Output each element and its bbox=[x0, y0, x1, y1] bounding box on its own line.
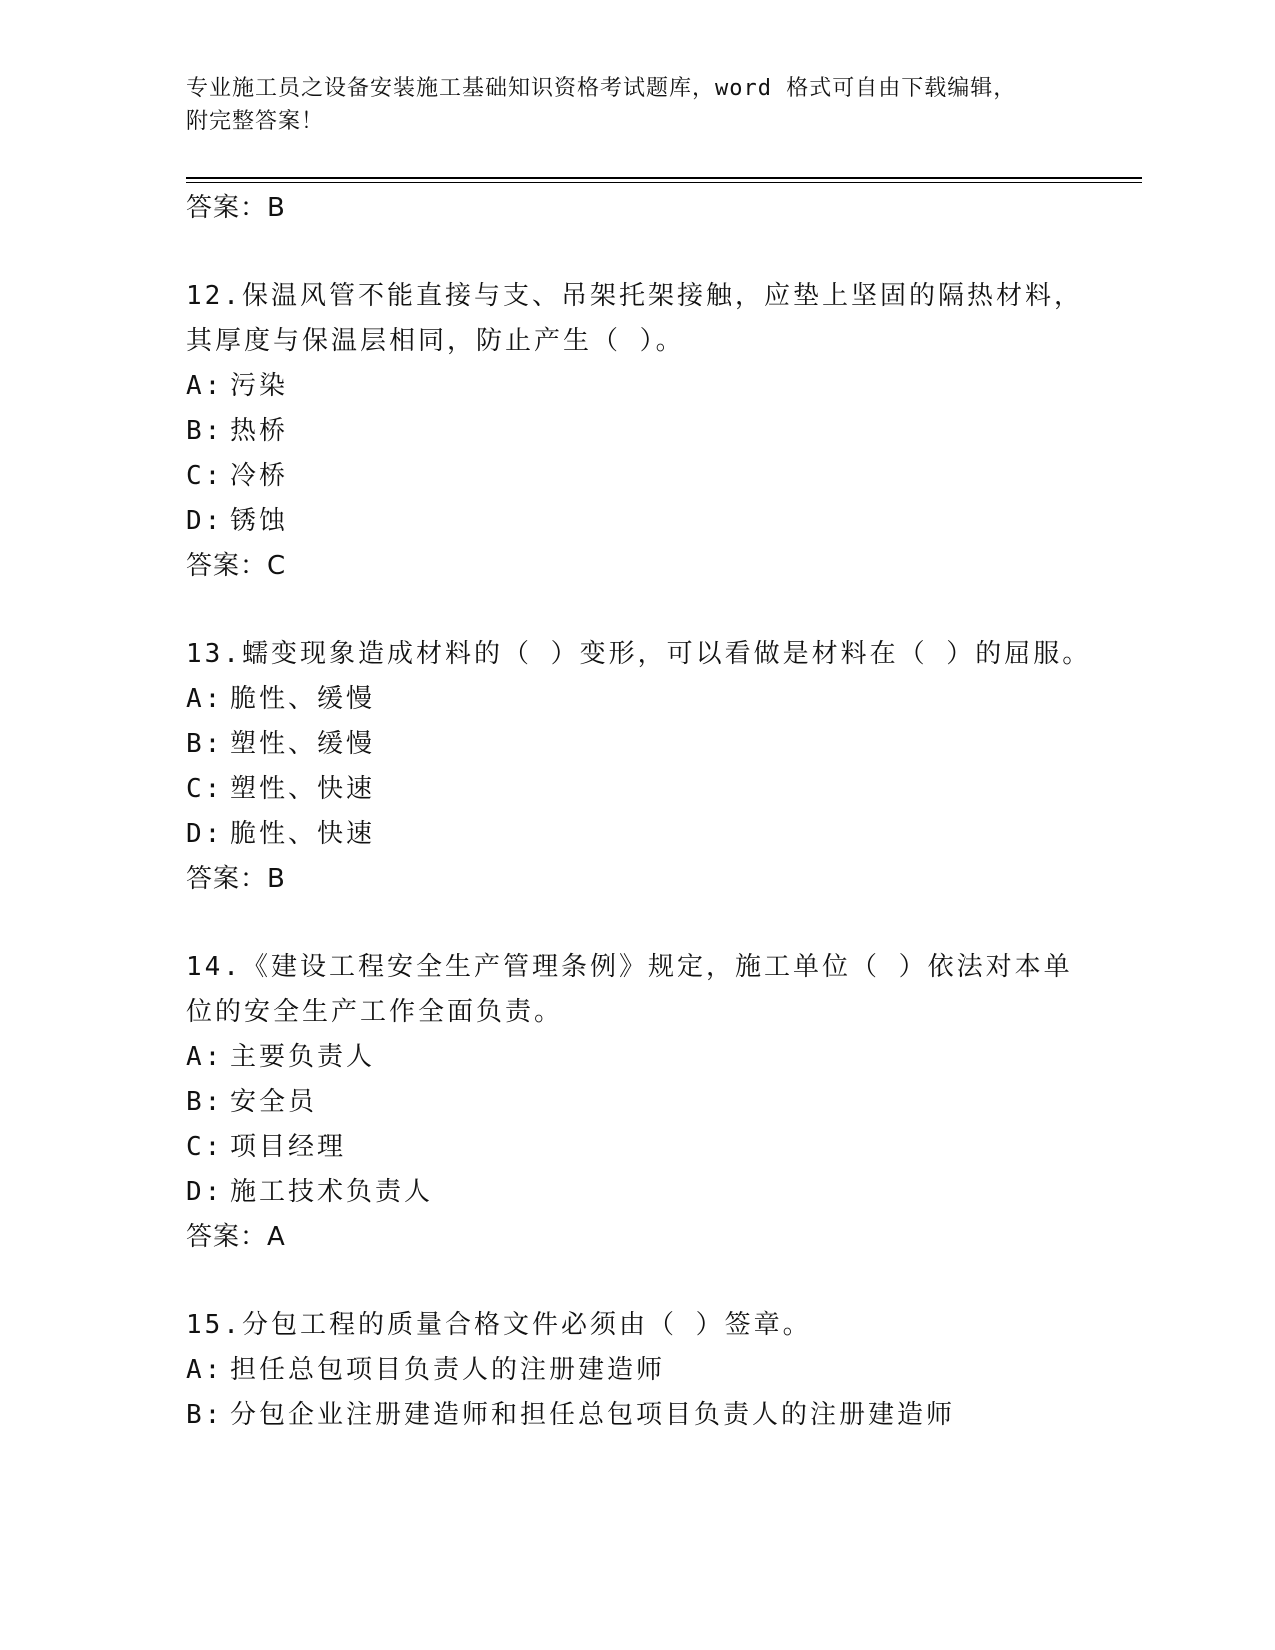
option-c bbox=[186, 767, 1086, 812]
question-text-line: 12.保温风管不能直接与支、吊架托架接触，应垫上坚固的隔热材料， bbox=[186, 281, 1083, 311]
option-letter: C: bbox=[186, 774, 224, 804]
option-letter: A: bbox=[186, 1042, 224, 1072]
option-letter: D: bbox=[186, 506, 224, 536]
header-rule-thick bbox=[186, 177, 1142, 179]
option-letter: B: bbox=[186, 1400, 224, 1430]
option-text: 冷桥 bbox=[230, 461, 289, 491]
option-letter: B: bbox=[186, 1087, 224, 1117]
question-text-line: 其厚度与保温层相同，防止产生（ ）。 bbox=[186, 326, 685, 356]
option-a bbox=[186, 1348, 1086, 1393]
option-b bbox=[186, 1080, 1086, 1125]
answer-line: 答案：B bbox=[186, 864, 286, 894]
option-text: 施工技术负责人 bbox=[230, 1177, 434, 1207]
header-line-1: 专业施工员之设备安装施工基础知识资格考试题库，word 格式可自由下载编辑， bbox=[186, 76, 1017, 101]
option-letter: B: bbox=[186, 416, 224, 446]
document-header bbox=[186, 72, 1086, 138]
question-15 bbox=[186, 1303, 1086, 1438]
option-letter: A: bbox=[186, 371, 224, 401]
option-d bbox=[186, 499, 1086, 544]
question-text-line: 位的安全生产工作全面负责。 bbox=[186, 997, 564, 1027]
option-d bbox=[186, 1170, 1086, 1215]
option-a bbox=[186, 364, 1086, 409]
option-d bbox=[186, 812, 1086, 857]
question-12 bbox=[186, 274, 1086, 589]
option-letter: D: bbox=[186, 1177, 224, 1207]
header-rule-thin bbox=[186, 182, 1142, 183]
option-letter: A: bbox=[186, 1355, 224, 1385]
option-text: 污染 bbox=[230, 371, 289, 401]
option-letter: C: bbox=[186, 461, 224, 491]
spacer bbox=[186, 589, 1086, 632]
option-b bbox=[186, 409, 1086, 454]
option-a bbox=[186, 677, 1086, 722]
header-line-2: 附完整答案！ bbox=[186, 109, 325, 134]
option-text: 主要负责人 bbox=[230, 1042, 376, 1072]
option-text: 担任总包项目负责人的注册建造师 bbox=[230, 1355, 666, 1385]
option-letter: D: bbox=[186, 819, 224, 849]
spacer bbox=[186, 231, 1086, 274]
option-letter: B: bbox=[186, 729, 224, 759]
spacer bbox=[186, 902, 1086, 945]
spacer bbox=[186, 1260, 1086, 1303]
option-text: 锈蚀 bbox=[230, 506, 289, 536]
question-text-line: 14.《建设工程安全生产管理条例》规定，施工单位（ ）依法对本单 bbox=[186, 952, 1073, 982]
option-a bbox=[186, 1035, 1086, 1080]
option-b bbox=[186, 1393, 1086, 1438]
option-text: 脆性、缓慢 bbox=[230, 684, 376, 714]
question-list bbox=[186, 186, 1092, 1438]
option-text: 热桥 bbox=[230, 416, 289, 446]
question-14 bbox=[186, 945, 1086, 1260]
question-text-line: 13.蠕变现象造成材料的（ ）变形，可以看做是材料在（ ）的屈服。 bbox=[186, 639, 1092, 669]
option-text: 塑性、快速 bbox=[230, 774, 376, 804]
option-letter: C: bbox=[186, 1132, 224, 1162]
question-text-line: 15.分包工程的质量合格文件必须由（ ）签章。 bbox=[186, 1310, 812, 1340]
answer-line: 答案：C bbox=[186, 551, 287, 581]
option-text: 分包企业注册建造师和担任总包项目负责人的注册建造师 bbox=[230, 1400, 956, 1430]
option-text: 塑性、缓慢 bbox=[230, 729, 376, 759]
option-text: 项目经理 bbox=[230, 1132, 347, 1162]
option-c bbox=[186, 454, 1086, 499]
option-text: 脆性、快速 bbox=[230, 819, 376, 849]
option-b bbox=[186, 722, 1086, 767]
question-13 bbox=[186, 632, 1092, 902]
option-letter: A: bbox=[186, 684, 224, 714]
previous-answer: 答案：B bbox=[186, 193, 286, 223]
answer-line: 答案：A bbox=[186, 1222, 286, 1252]
option-c bbox=[186, 1125, 1086, 1170]
option-text: 安全员 bbox=[230, 1087, 318, 1117]
